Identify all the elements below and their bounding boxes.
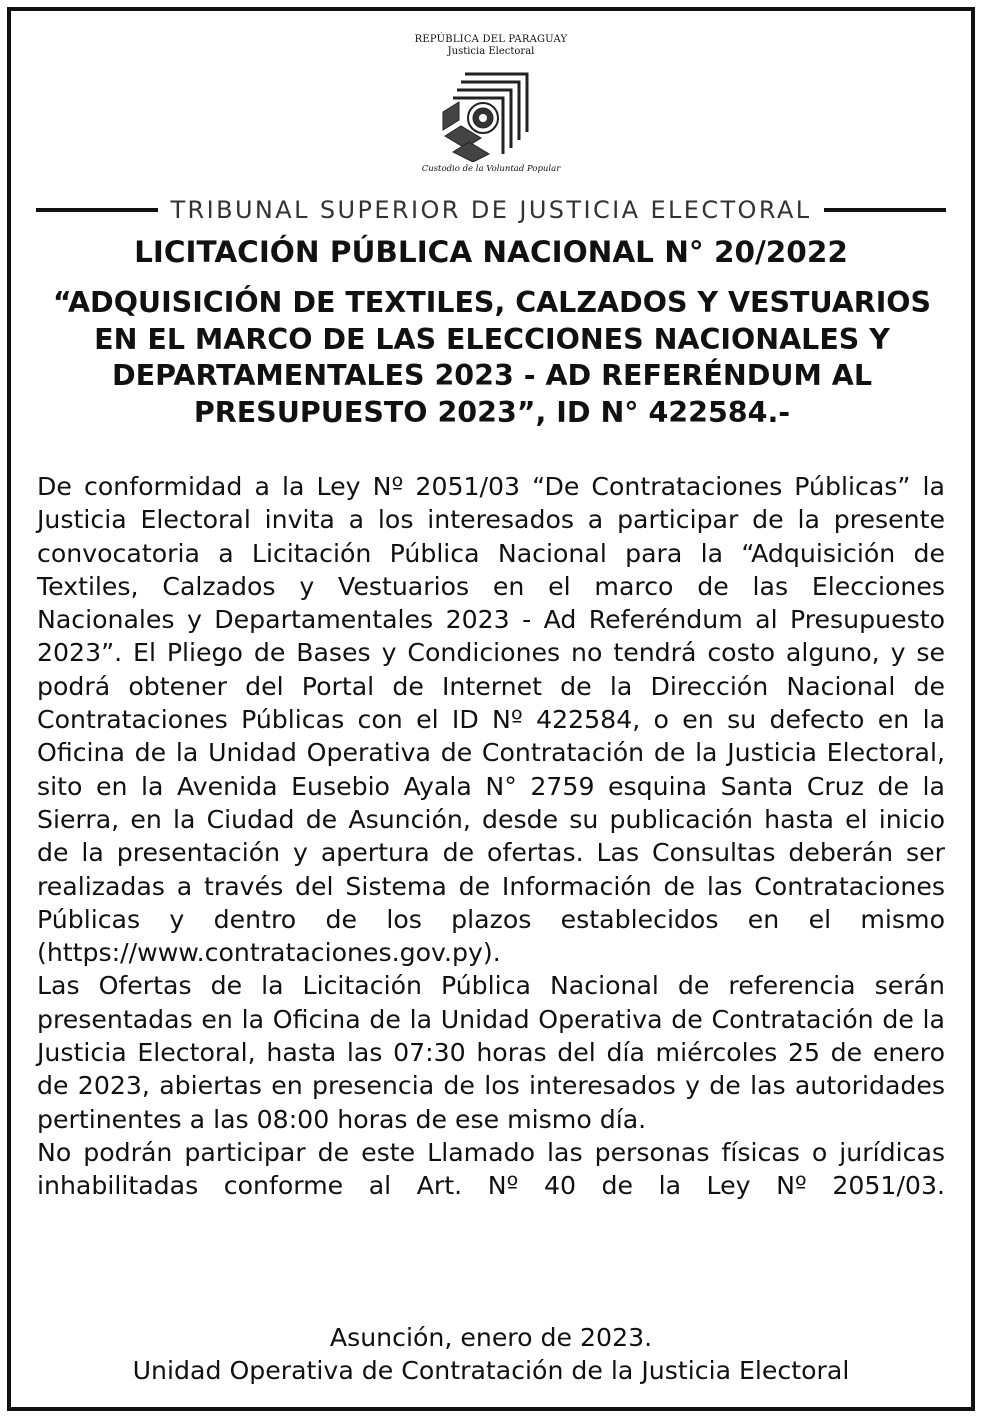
paragraph-1: De conformidad a la Ley Nº 2051/03 “De Contrataciones Públicas” la Justicia Electoral invita a los interesados a participar de la presente convocatoria a Licitación Pública Nacional para la “Adquisición de Textiles, Calzados y Vestuarios en el marco de las Elecciones Nacionales y Departamentales 2023 - Ad Referéndum al Presupuesto 2023”. El Pliego de Bases y Condiciones no tendrá costo alguno, y se podrá obtener del Portal de Internet de la Dirección Nacional de Contrataciones Públicas con el ID Nº 422584, o en su defecto en la Oficina de la Unidad Operativa de Contratación de la Justicia Electoral, sito en la Avenida Eusebio Ayala N° 2759 esquina Santa Cruz de la Sierra, en la Ciudad de Asunción, desde su publicación hasta el inicio de la presentación y apertura de ofertas. Las Consultas deberán ser realizadas a través del Sistema de Información de las Contrataciones Públicas y dentro de los plazos establecidos en el mismo (https://www.contrataciones.gov.py). [37,472,945,968]
tribunal-text: TRIBUNAL SUPERIOR DE JUSTICIA ELECTORAL [170,196,812,224]
signature: Unidad Operativa de Contratación de la Justicia Electoral [132,1356,850,1385]
body-text [37,470,945,1203]
left-rule [36,208,158,212]
closing-block [36,1321,946,1387]
licitacion-title: LICITACIÓN PÚBLICA NACIONAL N° 20/2022 [134,235,848,269]
paragraph-3: No podrán participar de este Llamado las personas físicas o jurídicas inhabilitadas conforme al Art. Nº 40 de la Ley Nº 2051/03. [37,1137,945,1201]
justicia-electoral-seal [341,34,641,180]
seal-country: REPÚBLICA DEL PARAGUAY [414,34,568,45]
right-rule [824,208,946,212]
justicia-electoral-logo-icon [435,62,547,162]
seal-motto: Custodio de la Voluntad Popular [421,164,561,174]
paragraph-2: Las Ofertas de la Licitación Pública Nacional de referencia serán presentadas en la Oficina de la Unidad Operativa de Contratación de la Justicia Electoral, hasta las 07:30 horas del día miércoles 25 de enero de 2023, abiertas en presencia de los interesados y de las autoridades pertinentes a las 08:00 horas de ese mismo día. [37,971,945,1134]
seal-institution: Justicia Electoral [447,46,535,57]
place-date: Asunción, enero de 2023. [329,1323,653,1352]
tribunal-heading [36,195,946,225]
objeto-title: “ADQUISICIÓN DE TEXTILES, CALZADOS Y VESTUARIOS EN EL MARCO DE LAS ELECCIONES NACIONALES Y DEPARTAMENTALES 2023 - AD REFERÉNDUM AL PRESUPUESTO 2023”, ID N° 422584.- [52,286,932,429]
